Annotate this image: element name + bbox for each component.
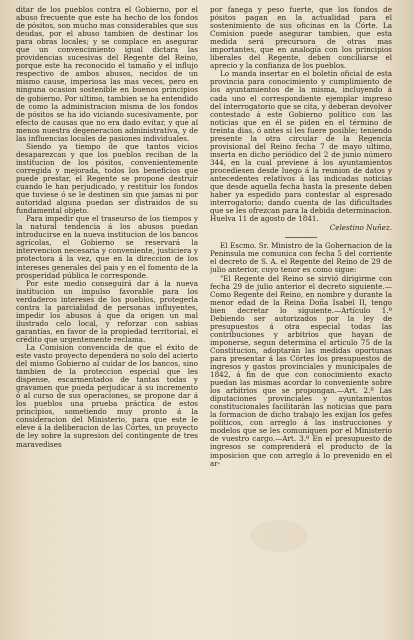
decree-section: [210, 242, 392, 467]
left-paragraph-1: ditar de los pueblos contra el Gobierno, por el abuso frecuente que este ha hecho de los fondos de pósitos, son mucho mas considerables que sus deudas, por el abuso tambien de destinar los para obras locales; y se complace en asegurar que un convencimiento igual dictara las providencias sucesivas del Regente del Reino, porque este ha reconocido el tamaño y el influjo respectivo de ambos abusos, necidos de un mismo cause, imperiosa las mas veces, pero en ninguna ocasion sostenible en buenos principios de gobierno. Por ultimo, tambien se ha entendido de como la administracion misma de los fondos de pósitos se ha ido viciando sucesivamente, por efecto de causas que no era dado evitar, y que al menos nuestra degeneracion administrativa, y de las influencias locales de pasiones individuales.: [16, 6, 198, 143]
left-paragraph-4: Por este medio conseguirá dar á la nueva institucion un impulso favorable para los verdaderos intereses de los pueblos, protegerla contra la parcialidad de personas influyentes, impedir los abusos á que da origen un mal ilustrado celo local, y reforzar con sabias garantías, en favor de la propiedad territorial, el crédito que urgentemente reclama.: [16, 278, 198, 344]
section-divider: [285, 237, 317, 238]
right-paragraph-1: por fanega y peso fuerte, que los fondos de pósitos pagan en la actualidad para el sostenimiento de sus oficinas en la Córte. La Comision puede asegurar tambien, que esta medida será precursora de otras mas importantes, que en analogía con los principios liberales del Regente, deben conciliarse el aprecio y la confianza de los pueblos.: [210, 6, 392, 71]
left-paragraph-2: Siendo ya tiempo de que tantos vicios desaparezcan y que los pueblos reciban de la institucion de los pósitos, convenientemente corregida y mejorada, todos los beneficios que puede prestar, el Regente se propone destruir cuando le han perjudicado, y restituir los fondos que tuviese ó se le destinen sin que jamas ni por autoridad alguna puedan ser distraidos de su fundamental objeto.: [16, 141, 198, 216]
left-paragraph-3: Para impedir que el traseurso de los tiempos y la natural tendencia á los abusos puedan introducirse en la nueva institucion de los bancos agrícolas, el Gobierno se reservará la intervencion necesaria y conveniente, justiciera y protectora á la vez, que en la direccion de los intereses generales del pais y en el fomento de la prosperidad pública le corresponde.: [16, 214, 198, 280]
right-column: [210, 6, 392, 630]
left-paragraph-5: La Comision convencida de que el éxito de este vasto proyecto dependerá no solo del acierto del mismo Gobierno al cuidar de los bancos, sino tambien de la proteccion especial que les dispense, escarmentados de tantas todas y gravamen que pueda perjudicar á su incremento ó al curso de sus operaciones, se propone dar á los pueblos una prueba práctica de estos principios, sometiendo muy pronto á la consideracion del Ministerio, para que este le eleve á la deliberacion de las Córtes, un proyecto de ley sobre la supresion del contingente de tres maravedises: [16, 342, 198, 449]
right-paragraph-3: El Escmo. Sr. Ministro de la Gobernacion de la Peninsula me comunica con fecha 5 del corriente el decreto de S. A. el Regente del Reino de 29 de julio anterior, cuyo tenor es como sigue:: [210, 241, 392, 275]
left-column: [16, 6, 198, 630]
signature: Celestino Nuñez.: [329, 223, 392, 233]
right-paragraph-4: "El Regente del Reino se sirvió dirigirme con fecha 29 de julio anterior el decreto siguiente.—Como Regente del Reino, en nombre y durante la menor edad de la Reina Doña Isabel II, tengo bien decretar lo siguiente.—Artículo 1.º Debiendo ser autorizados por la ley de presupuestos á otra especial todas las contribuciones y arbitrios que hayan de imponerse, segun determina el artículo 75 de la Constitucion, adoptarán las medidas oportunas para presentar á las Córtes los presupuestos de ingresos y gastos provinciales y municipales de 1842, á fin de que con conocimiento exacto puedan las mismas acordar lo conveniente sobre los arbitrios que se propongan.—Art. 2.º Las diputaciones provinciales y ayuntamientos constitucionales facilitarán las noticias que para la formacion de dicho trabajo les exijan los gefes políticos, con arreglo á las instrucciones y modelos que se les comuniquen por el Ministerio de vuestro cargo.—Art. 3.º En el presupuesto de ingresos se comprenderá el producto de la imposicion que con arreglo á lo prevenido en el ar-: [210, 273, 392, 468]
text-columns: [16, 6, 400, 630]
right-paragraph-2: Lo manda insertar en el boletin oficial de esta provincia para conocimiento y cumplimiento de los ayuntamientos de la misma, incluyendo á cada uno el correspondiente ejemplar impreso del interrogatorio que se cita, y deberan devolver contestado á este Gobierno político con las noticias que en él se piden en el término de treinta dias, ó antes si les fuere posible; teniendo presente la otra circular de la Regencia provisional del Reino fecha 7 de mayo ultimo, inserta en dicho periódico del 2 de junio número 344, en la cual previene á los ayuntamientos procediesen desde luego á la reunion de datos y antecedentes relativos á las indicadas noticias que desde aquella fecha hasta la presente deben haber ya espedido para contestar al espresado interrogatorio; dando cuenta de las dificultades que se les ofrezcan para la debida determinacion. Huelva 11 de agosto de 1841.: [210, 69, 392, 224]
